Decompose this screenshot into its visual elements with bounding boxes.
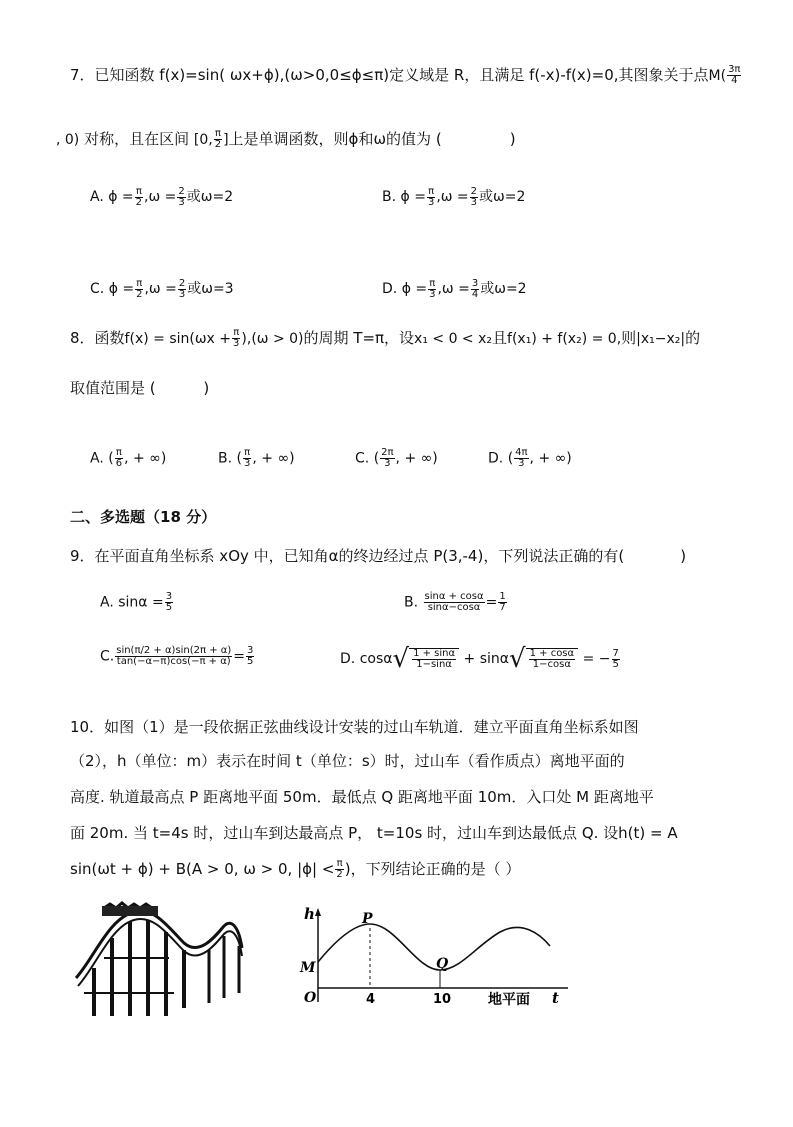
option-label: B. [218, 450, 233, 467]
q8-abs: |x₁−x₂| [636, 331, 686, 347]
section-heading: 二、多选题（18 分） [70, 508, 217, 526]
frac [529, 649, 576, 670]
option-open: ( [236, 450, 242, 467]
tick-label-4: 4 [366, 992, 376, 1007]
q8-then: 则 [621, 329, 637, 347]
frac [380, 448, 394, 469]
frac-num: π [233, 327, 240, 338]
sqrt-body [526, 648, 579, 670]
frac-num: sinα + cosα [424, 591, 484, 602]
frac-num: 7 [612, 647, 619, 659]
q8-cond2: f(x₁) + f(x₂) = 0, [507, 331, 622, 347]
q7-option-c[interactable] [90, 278, 234, 300]
option-omega: ,ω = [436, 189, 469, 205]
frac-num: 3 [471, 277, 479, 289]
option-label: A. [90, 189, 104, 205]
option-phi: ϕ = [108, 281, 135, 297]
q7-omega: ω [373, 130, 387, 148]
q8-line1 [70, 327, 700, 349]
q8-frac [232, 328, 240, 349]
q7-frac-pi2 [214, 129, 222, 150]
q10-line3: 高度. 轨道最高点 P 距离地平面 50m．最低点 Q 距离地平面 10m．入口处 M 距离地平 [70, 788, 654, 806]
option-rest: , + ∞) [252, 450, 295, 467]
option-rest: 或ω=2 [480, 281, 527, 297]
q7-option-b[interactable] [382, 186, 525, 208]
frac-den: 3 [178, 288, 186, 300]
q8-function-end: ),(ω > 0) [241, 331, 304, 347]
q7-line1 [70, 64, 742, 86]
frac [243, 448, 251, 469]
frac [135, 187, 143, 208]
origin-label: O [304, 990, 317, 1006]
q10-line4: 面 20m. 当 t=4s 时，过山车到达最高点 P， t=10s 时，过山车到达最低点 Q. 设h(t) = A [70, 824, 678, 842]
frac [177, 187, 185, 208]
frac-den: 3 [518, 458, 525, 469]
q7-text2a: , 0) [56, 132, 80, 148]
t-label: t [552, 989, 559, 1007]
frac-num: 3 [165, 591, 173, 602]
frac [428, 279, 436, 300]
option-open: ( [108, 450, 114, 467]
frac-den: sinα−cosα [427, 602, 481, 613]
frac-den: 3 [429, 288, 436, 300]
q10-line5-a: sin(ωt + ϕ) + B(A > 0, ω > 0, |ϕ| < [70, 860, 335, 878]
option-expr: sinα = [118, 594, 164, 611]
option-phi: ϕ = [400, 189, 426, 205]
q7-option-d[interactable] [382, 278, 527, 300]
frac [470, 187, 478, 208]
frac-den: 6 [115, 458, 123, 469]
q7-frac-3pi4 [727, 65, 741, 86]
frac [115, 646, 232, 667]
q10-line2: （2），h（单位：m）表示在时间 t（单位：s）时，过山车（看作质点）离地平面的 [70, 752, 625, 770]
frac-num: π [136, 277, 143, 289]
option-label: D. [488, 450, 504, 467]
option-label: D. [340, 651, 356, 667]
q8-num: 8．函数 [70, 329, 125, 347]
frac-den: 3 [384, 458, 391, 469]
frac [135, 279, 143, 300]
frac-den: 2 [214, 139, 222, 150]
q7-interval-close: ] [223, 132, 229, 148]
q7-paren-close: ) [509, 130, 516, 148]
option-rest: 或ω=2 [186, 189, 234, 205]
option-rest: , + ∞) [395, 450, 438, 467]
option-label: A. [100, 594, 114, 611]
option-phi: ϕ = [108, 189, 134, 205]
q7-interval-open: [0, [193, 132, 213, 148]
frac [246, 646, 254, 667]
option-omega: ,ω = [144, 189, 177, 205]
frac [612, 649, 620, 670]
q9-option-b[interactable] [404, 592, 508, 613]
frac-den: 3 [233, 338, 240, 349]
q9-option-c[interactable] [100, 646, 255, 667]
option-rest: 或ω=2 [479, 189, 526, 205]
option-label: D. [382, 281, 398, 297]
q9-alpha: α [328, 547, 339, 565]
q9-option-d[interactable] [340, 646, 621, 672]
q7-text: 7．已知函数 f(x)=sin( ωx+ϕ),(ω>0,0≤ϕ≤π)定义域是 R，且满足 f(-x)-f(x)=0,其图象关于点 [70, 66, 709, 84]
q8-cond: x₁ < 0 < x₂ [414, 331, 493, 347]
q-label: Q [436, 956, 449, 972]
frac-num: 1 [499, 591, 506, 602]
frac-den: 5 [165, 602, 173, 613]
m-label: M [300, 960, 316, 976]
frac [427, 187, 435, 208]
frac-num: 3π [728, 64, 741, 75]
q8-text2: 的 [685, 329, 701, 347]
q8-option-d[interactable] [488, 448, 572, 469]
sqrt-body [409, 648, 459, 670]
frac-num: 2 [178, 277, 186, 289]
option-rest: , + ∞) [529, 450, 572, 467]
frac-num: 4π [515, 447, 528, 458]
frac [498, 592, 506, 613]
option-label: C. [355, 450, 370, 467]
q9-text: 9．在平面直角坐标系 xOy 中，已知角 [70, 547, 329, 565]
option-open: ( [373, 450, 380, 467]
h-label: h [304, 906, 315, 923]
option-open: ( [507, 450, 514, 467]
q10-line5-b: )，下列结论正确的是（ ） [344, 860, 521, 878]
frac-num: 1 + cosα [529, 648, 575, 659]
sine-graph [296, 906, 576, 1010]
q7-text2d: 的值为 [386, 130, 432, 148]
q7-paren-open: ( [435, 130, 442, 148]
q8-line2 [70, 377, 209, 398]
frac-den: 3 [427, 196, 435, 208]
option-label: B. [404, 594, 419, 611]
frac-den: 4 [731, 75, 738, 86]
option-label: C. [100, 648, 115, 665]
frac-den: 5 [247, 656, 254, 667]
frac-den: 1−cosα [532, 659, 571, 670]
frac-num: π [214, 128, 221, 139]
option-rest: , + ∞) [124, 450, 167, 467]
frac-num: 1 + sinα [413, 648, 456, 659]
option-eq: = [233, 648, 246, 665]
q7-option-a[interactable] [90, 186, 233, 208]
option-label: B. [382, 189, 397, 205]
q8-option-a[interactable] [90, 448, 166, 469]
frac-num: π [336, 858, 343, 869]
q8-text1: 的周期 T=π，设 [303, 329, 415, 347]
frac [424, 592, 485, 613]
tick-label-10: 10 [433, 992, 452, 1007]
q10-line1: 10．如图（1）是一段依据正弦曲线设计安装的过山车轨道．建立平面直角坐标系如图 [70, 718, 639, 736]
frac-den: 5 [612, 658, 619, 670]
frac-den: 3 [470, 196, 478, 208]
q8-paren: ( ) [149, 379, 210, 397]
frac [412, 649, 456, 670]
frac-num: 2 [470, 185, 478, 197]
frac-den: 1−sinα [416, 659, 452, 670]
frac-num: π [135, 185, 142, 197]
option-omega: ,ω = [144, 281, 177, 297]
frac [514, 448, 528, 469]
frac-den: 2 [336, 869, 343, 880]
option-label: A. [90, 450, 104, 467]
q9-text2: 的终边经过点 P(3,-4)，下列说法正确的有( [338, 547, 625, 565]
ground-label: 地平面 [488, 992, 530, 1008]
p-label: P [362, 911, 373, 927]
sine-curve [318, 924, 550, 970]
option-cos: cosα [359, 651, 393, 667]
q7-text2c: 上是单调函数，则 [228, 130, 349, 148]
frac-num: π [244, 447, 251, 458]
sqrt-icon: √ [392, 644, 410, 674]
frac-den: 2 [136, 288, 143, 300]
q8-option-b[interactable] [218, 448, 295, 469]
q8-line2-text: 取值范围是 [70, 379, 146, 397]
q10-frac [335, 859, 343, 880]
y-axis-arrow-icon [315, 908, 321, 916]
frac-num: π [115, 447, 122, 458]
frac-den: 3 [178, 196, 185, 208]
frac-num: π [428, 185, 435, 197]
frac-num: 2 [178, 185, 185, 197]
option-phi: ϕ = [401, 281, 428, 297]
q7-point-m: M( [708, 68, 727, 84]
q10-line5 [70, 858, 520, 880]
q7-phi: ϕ [348, 130, 359, 148]
q7-and: 和 [358, 130, 374, 148]
sqrt-icon: √ [509, 644, 526, 674]
frac [178, 279, 186, 300]
q8-option-c[interactable] [355, 448, 438, 469]
option-rest: 或ω=3 [187, 281, 234, 297]
frac-den: 7 [499, 602, 506, 613]
frac-num: 3 [247, 645, 254, 656]
frac-num: π [429, 277, 436, 289]
roller-coaster-image [74, 898, 254, 1018]
frac-den: 4 [471, 288, 479, 300]
frac-num: 2π [381, 447, 394, 458]
q9-paren-close: ) [680, 547, 687, 565]
q7-line2 [56, 128, 516, 150]
option-plus: + sinα [463, 651, 510, 667]
q9-option-a[interactable] [100, 592, 174, 613]
q9-line1 [70, 545, 686, 566]
option-omega: ,ω = [437, 281, 470, 297]
frac-num: sin(π/2 + α)sin(2π + α) [116, 645, 232, 656]
frac-den: 2 [135, 196, 143, 208]
frac [471, 279, 479, 300]
option-label: C. [90, 281, 105, 297]
frac [115, 448, 123, 469]
q8-function: f(x) = sin(ωx + [124, 331, 232, 347]
q7-text2b: 对称，且在区间 [84, 130, 190, 148]
q8-and: 且 [492, 329, 508, 347]
frac-den: 3 [243, 458, 251, 469]
frac-den: tan(−α−π)cos(−π + α) [116, 656, 231, 667]
option-eq: = [485, 594, 498, 611]
frac [165, 592, 173, 613]
option-eq: = − [582, 651, 611, 667]
